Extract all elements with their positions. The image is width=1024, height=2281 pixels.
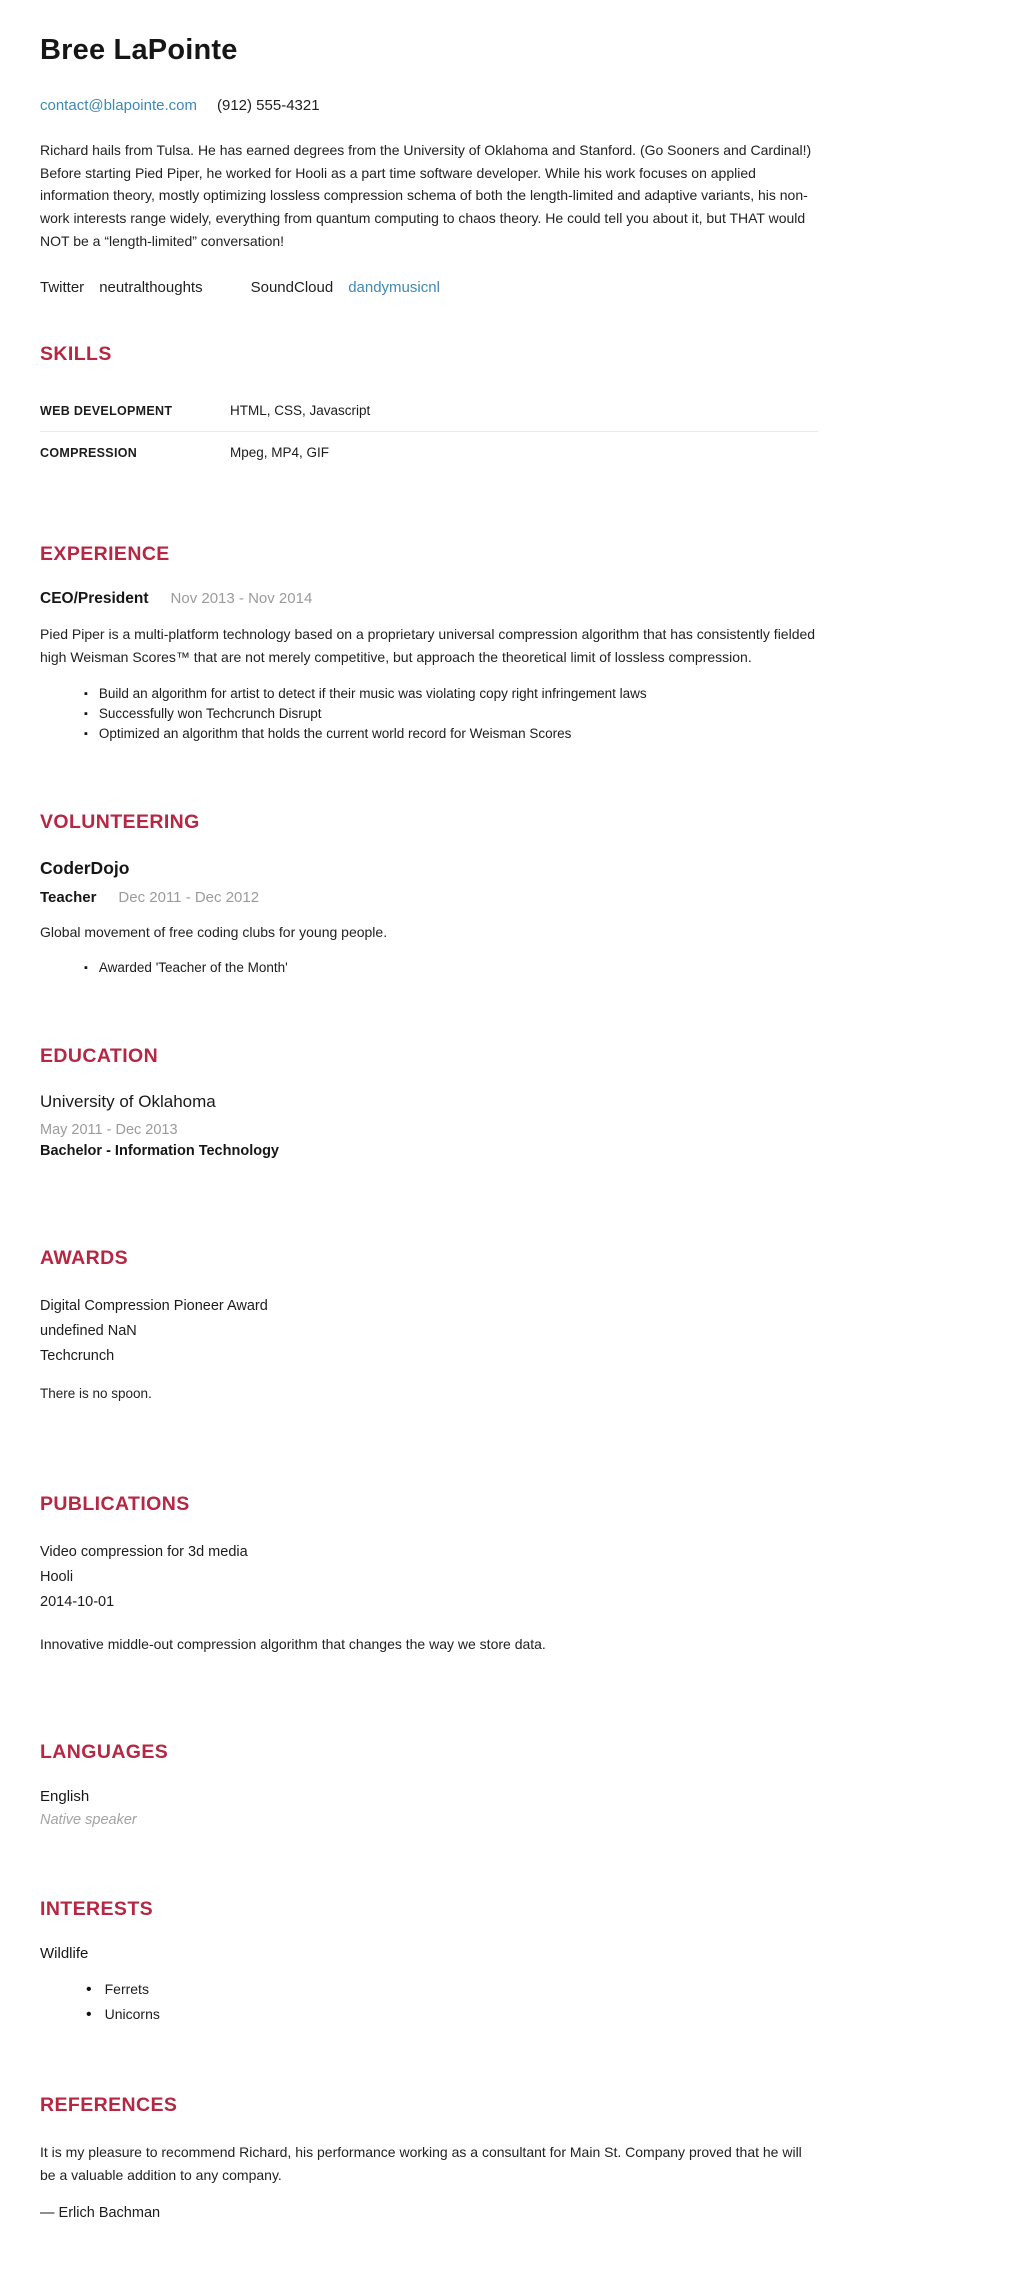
skill-row [40, 432, 818, 473]
education-dates: May 2011 - Dec 2013 [40, 1122, 178, 1139]
award-summary: There is no spoon. [40, 1386, 152, 1402]
publication-name: Video compression for 3d media [40, 1543, 248, 1560]
experience-entry [40, 590, 820, 740]
section-title-education: EDUCATION [40, 1045, 159, 1068]
profile-network-label: SoundCloud [250, 279, 334, 297]
award-title: Digital Compression Pioneer Award [40, 1298, 268, 1315]
award-entry [40, 1294, 820, 1404]
section-title-languages: LANGUAGES [40, 1740, 169, 1763]
publication-date: 2014-10-01 [40, 1593, 115, 1610]
profile-soundcloud [251, 279, 440, 296]
skill-row [40, 390, 818, 432]
section-title-skills: SKILLS [40, 343, 112, 366]
job-highlight: ▪ Optimized an algorithm that holds the current world record for Weisman Scores [84, 726, 820, 741]
profile-summary: Richard hails from Tulsa. He has earned degrees from the University of Oklahoma and Stanford. (Go Sooners and Cardinal!) Before starting Pied Piper, he worked for Hooli as a part time software developer. While his work focuses on applied information theory, mostly optimizing lossless compression schema of both the length-limited and adaptive variants, his non-work interests range widely, everything from quantum computing to chaos theory. He could tell you about it, but THAT would NOT be a “length-limited” conversation! [40, 142, 812, 249]
section-title-volunteering: VOLUNTEERING [40, 810, 200, 833]
volunteer-position: Teacher [40, 888, 97, 906]
section-title-awards: AWARDS [40, 1247, 128, 1270]
volunteer-dates: Dec 2011 - Dec 2012 [118, 888, 260, 906]
award-lines [40, 1294, 820, 1369]
institution-name: University of Oklahoma [40, 1092, 216, 1112]
skill-name: COMPRESSION [40, 446, 138, 461]
email-link[interactable]: contact@blapointe.com [40, 97, 197, 114]
volunteer-summary: Global movement of free coding clubs for young people. [40, 923, 388, 940]
job-highlights [84, 686, 820, 741]
section-interests [40, 1898, 820, 2024]
publication-lines [40, 1540, 820, 1615]
publication-publisher: Hooli [40, 1568, 74, 1585]
skill-keywords: Mpeg, MP4, GIF [230, 445, 330, 461]
award-awarder: Techcrunch [40, 1348, 115, 1365]
social-profiles [40, 279, 820, 296]
language-fluency: Native speaker [40, 1811, 137, 1828]
job-summary: Pied Piper is a multi-platform technology based on a proprietary universal compression algorithm that has consistently fielded high Weisman Scores™ that are not merely competitive, but approach the theoretical limit of lossless compression. [40, 626, 816, 666]
job-title: CEO/President [40, 590, 149, 608]
skill-keywords: HTML, CSS, Javascript [230, 403, 371, 419]
language-name: English [40, 1787, 90, 1805]
degree: Bachelor - Information Technology [40, 1143, 279, 1160]
twitter-username: neutralthoughts [99, 279, 203, 297]
interest-keyword: • Unicorns [86, 2006, 820, 2024]
section-title-experience: EXPERIENCE [40, 543, 170, 566]
volunteer-highlights [84, 960, 820, 975]
profile-twitter [40, 279, 203, 296]
section-experience [40, 543, 820, 740]
profile-network-label: Twitter [40, 279, 85, 297]
reference-name: — Erlich Bachman [40, 2205, 161, 2222]
job-highlight: ▪ Successfully won Techcrunch Disrupt [84, 706, 820, 721]
reference-text: It is my pleasure to recommend Richard, his performance working as a consultant for Main St. Company proved that he will be a valuable addition to any company. [40, 2143, 802, 2183]
volunteer-header [40, 889, 820, 906]
section-publications [40, 1493, 820, 1655]
language-entry [40, 1788, 820, 1828]
section-skills [40, 343, 820, 473]
person-name: Bree LaPointe [40, 34, 238, 66]
section-references [40, 2094, 820, 2221]
volunteer-highlight: ▪ Awarded 'Teacher of the Month' [84, 960, 820, 975]
interest-keyword: • Ferrets [86, 1981, 820, 1999]
section-title-publications: PUBLICATIONS [40, 1492, 190, 1515]
publication-entry [40, 1540, 820, 1655]
reference-entry [40, 2141, 820, 2221]
section-title-interests: INTERESTS [40, 1897, 154, 1920]
resume-header [40, 34, 820, 296]
section-awards [40, 1247, 820, 1404]
interest-keywords [86, 1981, 820, 2024]
section-education [40, 1045, 820, 1159]
job-highlight: ▪ Build an algorithm for artist to detect if their music was violating copy right infringement laws [84, 686, 820, 701]
section-title-references: REFERENCES [40, 2093, 178, 2116]
publication-summary: Innovative middle-out compression algorithm that changes the way we store data. [40, 1635, 546, 1652]
award-date: undefined NaN [40, 1323, 137, 1340]
interest-name: Wildlife [40, 1944, 89, 1962]
phone-number: (912) 555-4321 [216, 97, 320, 114]
organization-name: CoderDojo [40, 857, 130, 878]
section-languages [40, 1741, 820, 1828]
contact-row [40, 97, 820, 114]
volunteer-entry [40, 858, 820, 976]
job-header [40, 590, 820, 608]
education-entry [40, 1092, 820, 1159]
job-dates: Nov 2013 - Nov 2014 [170, 590, 313, 608]
soundcloud-username-link[interactable]: dandymusicnl [348, 279, 440, 297]
interest-entry [40, 1945, 820, 2024]
section-volunteering [40, 811, 820, 976]
skill-name: WEB DEVELOPMENT [40, 404, 173, 419]
